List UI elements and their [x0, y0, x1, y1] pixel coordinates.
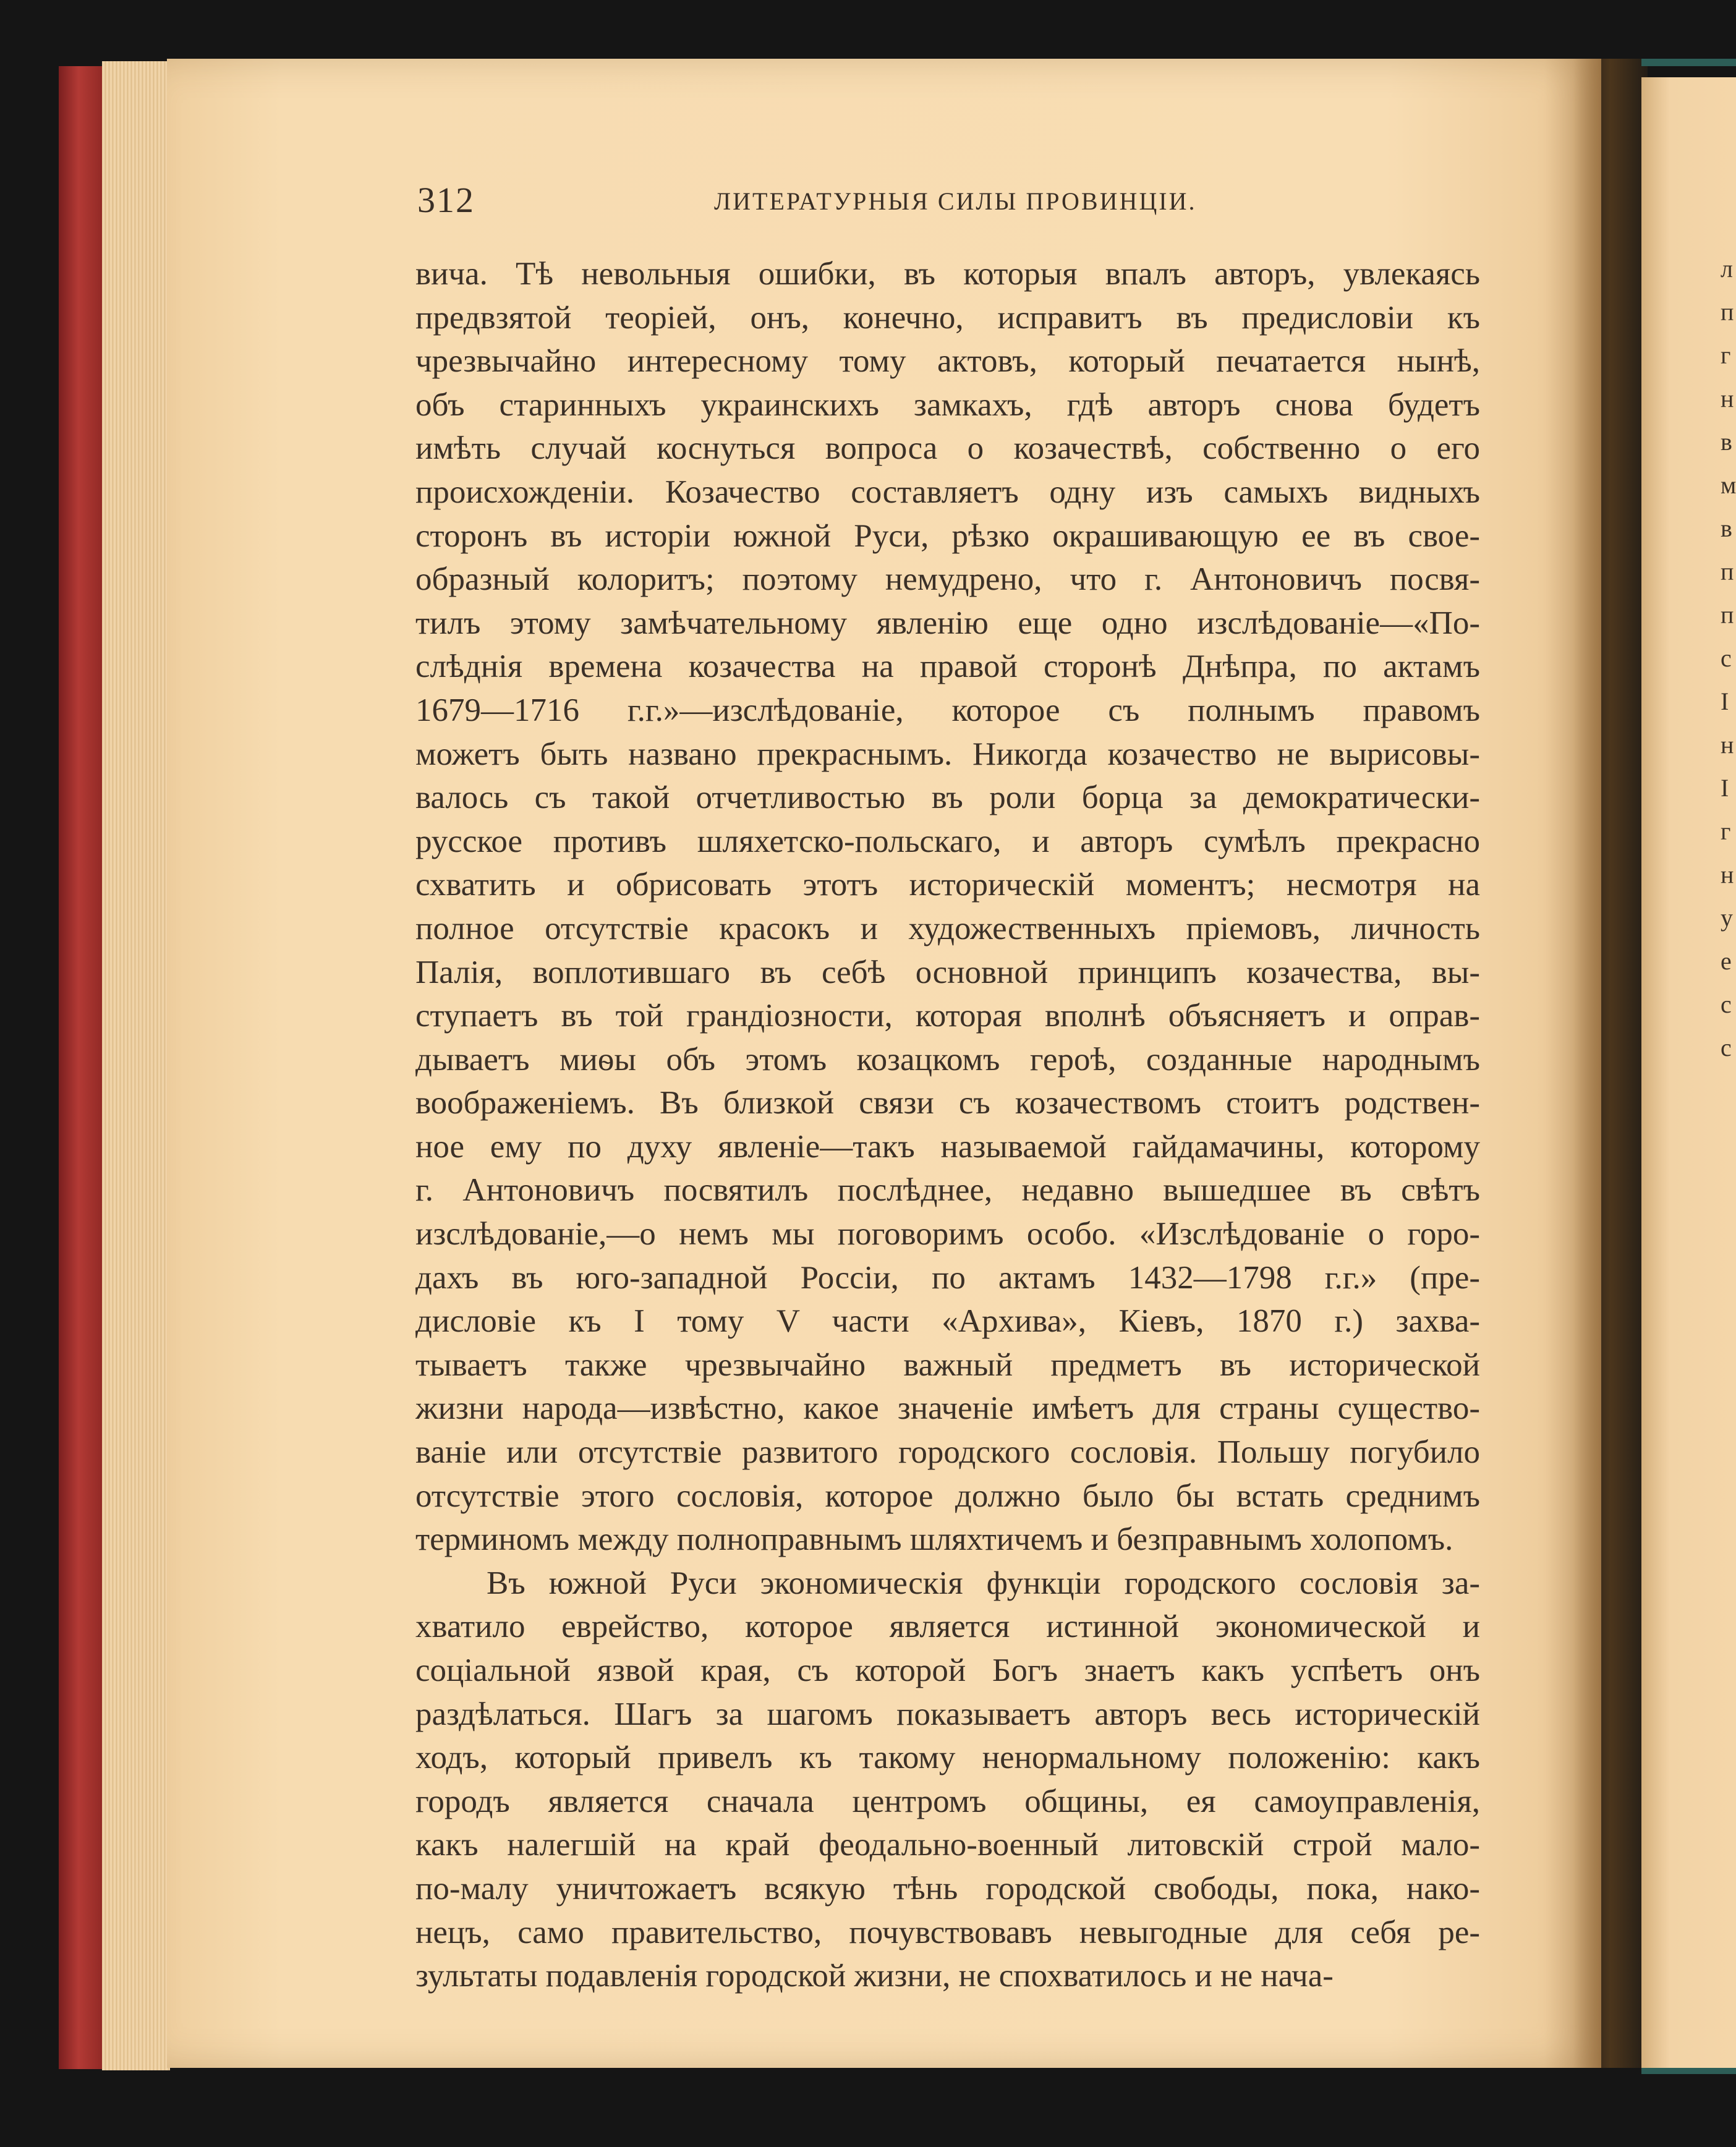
book-gutter	[1573, 59, 1648, 2068]
right-cover-edge-top	[1641, 59, 1736, 66]
page-header	[417, 179, 1481, 223]
right-page-fragment: г	[1721, 817, 1731, 845]
page-edges	[102, 61, 170, 2070]
text-line: ходъ, который привелъ къ такому ненормальному положенію: какъ	[415, 1740, 1480, 1776]
text-line: тилъ этому замѣчательному явленію еще одно изслѣдованіе—«По-	[415, 605, 1480, 641]
right-page-fragment: н	[1721, 731, 1734, 759]
body-text	[415, 252, 1480, 1998]
right-page-fragment: е	[1721, 947, 1732, 975]
text-line: ваніе или отсутствіе развитого городского сословія. Польшу погубило	[415, 1434, 1480, 1471]
right-page-fragment: I	[1721, 687, 1729, 715]
text-line: соціальной язвой края, съ которой Богъ знаетъ какъ успѣетъ онъ	[415, 1652, 1480, 1688]
text-line: воображеніемъ. Въ близкой связи съ козачествомъ стоитъ родствен-	[415, 1085, 1480, 1121]
text-line: Палія, воплотившаго въ себѣ основной принципъ козачества, вы-	[415, 954, 1480, 990]
text-line: городъ является сначала центромъ общины, ея самоуправленія,	[415, 1783, 1480, 1819]
right-page-fragment: с	[1721, 990, 1732, 1018]
text-line: Въ южной Руси экономическія функціи городского сословія за-	[487, 1565, 1480, 1601]
text-line: зультаты подавленія городской жизни, не спохватилось и не нача-	[415, 1958, 1334, 1994]
text-line: г. Антоновичъ посвятилъ послѣднее, недавно вышедшее въ свѣтъ	[415, 1172, 1480, 1209]
right-page-fragment: п	[1721, 558, 1734, 585]
text-line: дахъ въ юго-западной Россіи, по актамъ 1432—1798 г.г.» (пре-	[415, 1259, 1480, 1296]
text-line: предвзятой теоріей, онъ, конечно, исправитъ въ предисловіи къ	[415, 299, 1480, 336]
text-line: валось съ такой отчетливостью въ роли борца за демократически-	[415, 780, 1480, 816]
text-line: вича. Тѣ невольныя ошибки, въ которыя впалъ авторъ, увлекаясь	[415, 256, 1480, 292]
text-line: изслѣдованіе,—о немъ мы поговоримъ особо. «Изслѣдованіе о горо-	[415, 1216, 1480, 1252]
right-page-fragment: н	[1721, 385, 1734, 412]
right-page-fragment: п	[1721, 601, 1734, 629]
text-line: объ старинныхъ украинскихъ замкахъ, гдѣ авторъ снова будетъ	[415, 386, 1480, 423]
text-line: имѣть случай коснуться вопроса о козачествѣ, собственно о его	[415, 430, 1480, 467]
right-page-fragment: п	[1721, 298, 1734, 326]
right-cover-edge-bottom	[1641, 2068, 1736, 2074]
text-line: ное ему по духу явленіе—такъ называемой гайдамачины, которому	[415, 1128, 1480, 1165]
right-page-text-fragments	[1721, 247, 1736, 1069]
text-line: тываетъ также чрезвычайно важный предметъ въ исторической	[415, 1346, 1480, 1383]
text-line: происхожденіи. Козачество составляетъ одну изъ самыхъ видныхъ	[415, 474, 1480, 510]
book-cover-edge	[59, 66, 108, 2069]
right-page-fragment: н	[1721, 861, 1734, 888]
right-page-fragment: в	[1721, 514, 1732, 542]
text-line: можетъ быть названо прекраснымъ. Никогда козачество не вырисовы-	[415, 736, 1480, 772]
text-line: 1679—1716 г.г.»—изслѣдованіе, которое съ полнымъ правомъ	[415, 692, 1480, 728]
text-line: полное отсутствіе красокъ и художественныхъ пріемовъ, личность	[415, 910, 1480, 946]
text-line: нецъ, само правительство, почувствовавъ невыгодные для себя ре-	[415, 1914, 1480, 1950]
text-line: ступаетъ въ той грандіозности, которая вполнѣ объясняетъ и оправ-	[415, 998, 1480, 1034]
text-line: схватить и обрисовать этотъ историческій моментъ; несмотря на	[415, 867, 1480, 903]
text-line: терминомъ между полноправнымъ шляхтичемъ и безправнымъ холопомъ.	[415, 1521, 1453, 1558]
right-page-fragment: в	[1721, 428, 1732, 456]
page-number: 312	[417, 180, 475, 220]
text-line: дисловіе къ I тому V части «Архива», Кіевъ, 1870 г.) захва-	[415, 1303, 1480, 1340]
text-line: по-малу уничтожаетъ всякую тѣнь городской свободы, пока, нако-	[415, 1870, 1480, 1907]
text-line: раздѣлаться. Шагъ за шагомъ показываетъ авторъ весь историческій	[415, 1696, 1480, 1732]
text-line: дываетъ миѳы объ этомъ козацкомъ героѣ, созданные народнымъ	[415, 1041, 1480, 1078]
text-line: какъ налегшій на край феодально-военный литовскій строй мало-	[415, 1827, 1480, 1863]
text-line: русское противъ шляхетско-польскаго, и авторъ сумѣлъ прекрасно	[415, 823, 1480, 859]
right-page-fragment: м	[1721, 471, 1736, 499]
right-page-fragment: л	[1721, 255, 1733, 283]
text-line: сторонъ въ исторіи южной Руси, рѣзко окрашивающую ее въ свое-	[415, 517, 1480, 554]
right-page-fragment: у	[1721, 904, 1733, 932]
right-page-fragment: I	[1721, 774, 1729, 802]
text-line: жизни народа—извѣстно, какое значеніе имѣетъ для страны существо-	[415, 1390, 1480, 1427]
text-line: образный колоритъ; поэтому немудрено, что г. Антоновичъ посвя-	[415, 561, 1480, 598]
right-page-fragment: г	[1721, 341, 1731, 369]
text-line: слѣднія времена козачества на правой сторонѣ Днѣпра, по актамъ	[415, 648, 1480, 685]
right-page-fragment: с	[1721, 1034, 1732, 1061]
right-page-fragment: с	[1721, 644, 1732, 672]
text-line: чрезвычайно интересному тому актовъ, который печатается нынѣ,	[415, 343, 1480, 380]
text-line: отсутствіе этого сословія, которое должно было бы встать среднимъ	[415, 1477, 1480, 1514]
running-title: ЛИТЕРАТУРНЫЯ СИЛЫ ПРОВИНЦІИ.	[714, 187, 1197, 215]
text-line: хватило еврейство, которое является истинной экономической и	[415, 1609, 1480, 1645]
